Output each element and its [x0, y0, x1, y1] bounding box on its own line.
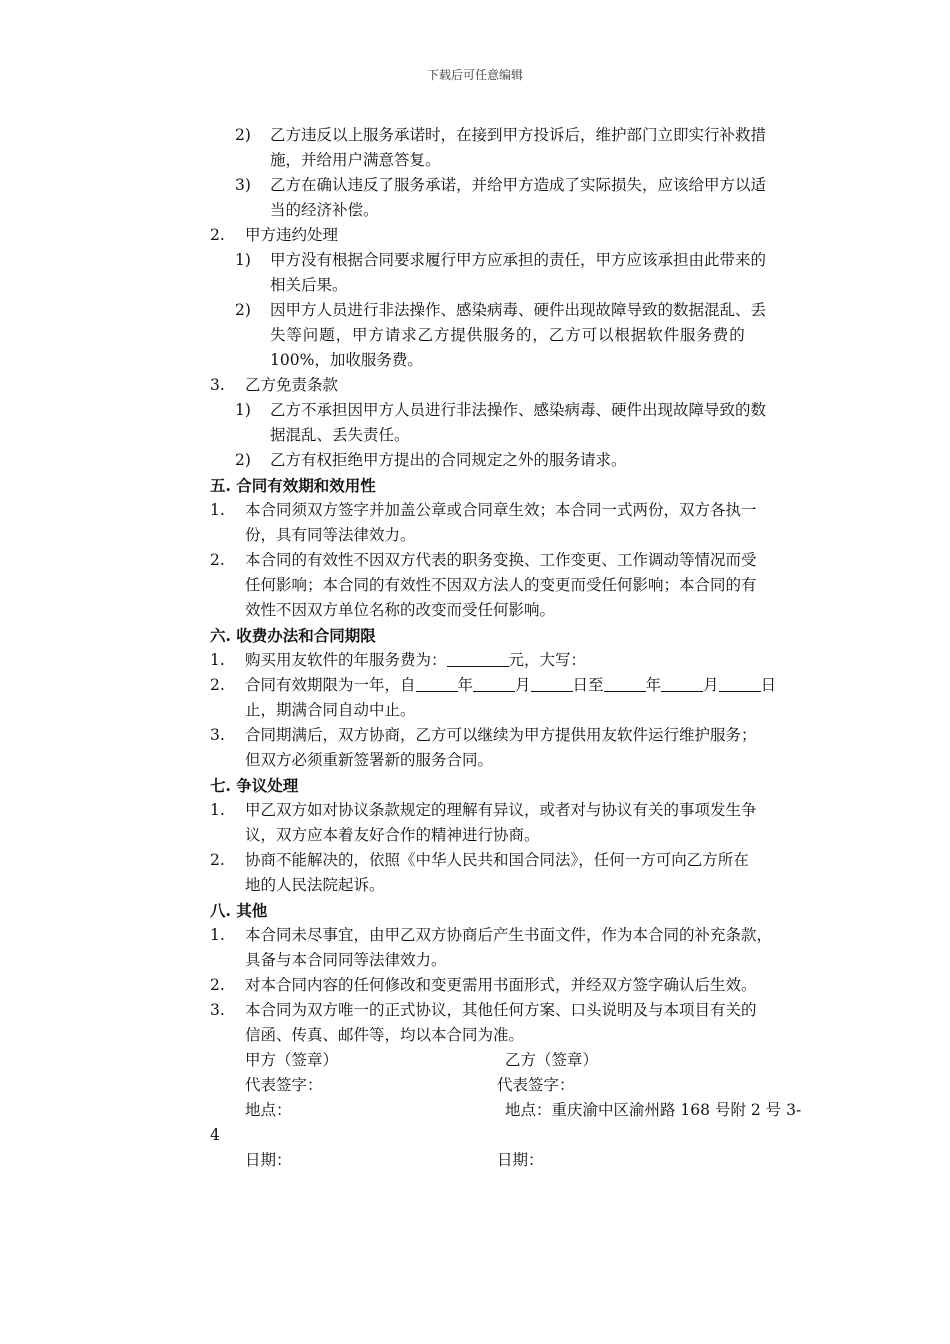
- item-text: 乙方在确认违反了服务承诺，并给甲方造成了实际损失，应该给甲方以适: [270, 176, 767, 194]
- month-label: 月: [703, 676, 719, 694]
- item-text: 本合同未尽事宜，由甲乙双方协商后产生书面文件，作为本合同的补充条款，: [245, 926, 773, 944]
- section-title: 八. 其他: [210, 901, 268, 920]
- list-item: [0, 848, 950, 873]
- list-item-cont: [0, 523, 950, 548]
- list-item: [0, 723, 950, 748]
- list-item: [0, 248, 950, 273]
- party-b-label: 乙方（签章）: [505, 1051, 599, 1069]
- list-item-cont: [0, 198, 950, 223]
- start-day-blank[interactable]: [531, 673, 573, 692]
- list-item-cont: [0, 348, 950, 373]
- list-item-cont: [0, 1023, 950, 1048]
- list-item: [0, 373, 950, 398]
- item-number: 2.: [210, 226, 225, 244]
- list-item-cont: [0, 148, 950, 173]
- item-text: 相关后果。: [270, 276, 348, 294]
- item-text: 止，期满合同自动中止。: [245, 701, 416, 719]
- end-year-blank[interactable]: [604, 673, 646, 692]
- item-text: 份，具有同等法律效力。: [245, 526, 416, 544]
- list-item-cont: [0, 573, 950, 598]
- party-b-rep-label: 代表签字：: [497, 1076, 575, 1094]
- item-number: 2.: [210, 851, 225, 869]
- item-text: 地的人民法院起诉。: [245, 876, 385, 894]
- item-number: 3.: [210, 726, 225, 744]
- item-number: 1.: [210, 926, 225, 944]
- list-item: [0, 223, 950, 248]
- party-a-date-label: 日期：: [245, 1151, 292, 1169]
- item-text: 乙方不承担因甲方人员进行非法操作、感染病毒、硬件出现故障导致的数: [270, 401, 767, 419]
- signature-row: [0, 1098, 950, 1123]
- list-item: [0, 648, 950, 673]
- item-text: 乙方有权拒绝甲方提出的合同规定之外的服务请求。: [270, 451, 627, 469]
- list-item: [0, 673, 950, 698]
- party-a-label: 甲方（签章）: [245, 1051, 339, 1069]
- list-item-cont: [0, 323, 950, 348]
- list-item: [0, 173, 950, 198]
- term-label: 合同有效期限为一年，自: [245, 676, 416, 694]
- month-label: 月: [515, 676, 531, 694]
- item-text: 甲乙双方如对协议条款规定的理解有异议，或者对与协议有关的事项发生争: [245, 801, 757, 819]
- item-number: 3): [235, 176, 251, 194]
- item-number: 2.: [210, 551, 225, 569]
- list-item: [0, 998, 950, 1023]
- party-a-place-label: 地点：: [245, 1101, 292, 1119]
- item-text: 任何影响；本合同的有效性不因双方法人的变更而受任何影响；本合同的有: [245, 576, 757, 594]
- party-b-place-cont: 4: [210, 1126, 220, 1144]
- item-number: 2): [235, 126, 251, 144]
- item-number: 1.: [210, 801, 225, 819]
- term-line: [245, 673, 776, 698]
- item-text: 本合同须双方签字并加盖公章或合同章生效；本合同一式两份，双方各执一: [245, 501, 757, 519]
- item-text: 乙方违反以上服务承诺时，在接到甲方投诉后，维护部门立即实行补救措: [270, 126, 767, 144]
- item-number: 2.: [210, 676, 225, 694]
- item-text: 施，并给用户满意答复。: [270, 151, 441, 169]
- list-item-cont: [0, 873, 950, 898]
- year-label: 年: [645, 676, 662, 694]
- item-number: 3.: [210, 1001, 225, 1019]
- item-text: 失等问题，甲方请求乙方提供服务的，乙方可以根据软件服务费的: [270, 326, 746, 344]
- day-to-label: 日至: [572, 676, 604, 694]
- day-label: 日: [760, 676, 777, 694]
- item-number: 1): [235, 251, 251, 269]
- item-text: 甲方没有根据合同要求履行甲方应承担的责任，甲方应该承担由此带来的: [270, 251, 767, 269]
- item-number: 1): [235, 401, 251, 419]
- item-text: 合同期满后，双方协商，乙方可以继续为甲方提供用友软件运行维护服务；: [245, 726, 757, 744]
- list-item: [0, 548, 950, 573]
- start-year-blank[interactable]: [416, 673, 458, 692]
- list-item-cont: [0, 748, 950, 773]
- section-title: 六. 收费办法和合同期限: [210, 626, 376, 645]
- list-item: [0, 298, 950, 323]
- list-item-cont: [0, 273, 950, 298]
- list-item: [0, 448, 950, 473]
- item-text: 甲方违约处理: [245, 226, 339, 244]
- item-text: 乙方免责条款: [245, 376, 339, 394]
- item-text: 据混乱、丢失责任。: [270, 426, 410, 444]
- list-item: [0, 798, 950, 823]
- list-item: [0, 123, 950, 148]
- fee-label: 购买用友软件的年服务费为：: [245, 651, 447, 669]
- item-text: 效性不因双方单位名称的改变而受任何影响。: [245, 601, 556, 619]
- item-text: 对本合同内容的任何修改和变更需用书面形式，并经双方签字确认后生效。: [245, 976, 757, 994]
- signature-row: [0, 1073, 950, 1098]
- item-number: 2): [235, 301, 251, 319]
- item-number: 2.: [210, 976, 225, 994]
- item-number: 3.: [210, 376, 225, 394]
- fee-line: [245, 648, 586, 673]
- signature-row: [0, 1123, 950, 1148]
- page-header: 下载后可任意编辑: [426, 68, 523, 82]
- item-number: 2): [235, 451, 251, 469]
- item-text: 具备与本合同同等法律效力。: [245, 951, 447, 969]
- item-text: 当的经济补偿。: [270, 201, 379, 219]
- party-b-place: 地点：重庆渝中区渝州路 168 号附 2 号 3-: [505, 1101, 802, 1119]
- item-text: 本合同的有效性不因双方代表的职务变换、工作变更、工作调动等情况而受: [245, 551, 757, 569]
- list-item-cont: [0, 948, 950, 973]
- section-heading: [0, 623, 950, 648]
- list-item-cont: [0, 823, 950, 848]
- list-item: [0, 923, 950, 948]
- party-b-date-label: 日期：: [497, 1151, 544, 1169]
- list-item: [0, 498, 950, 523]
- signature-row: [0, 1148, 950, 1173]
- end-day-blank[interactable]: [719, 673, 761, 692]
- fee-blank[interactable]: [447, 648, 509, 667]
- signature-row: [0, 1048, 950, 1073]
- party-a-rep-label: 代表签字：: [245, 1076, 323, 1094]
- item-text: 但双方必须重新签署新的服务合同。: [245, 751, 494, 769]
- item-number: 1.: [210, 651, 225, 669]
- fee-suffix: 元，大写：: [508, 651, 587, 669]
- list-item-cont: [0, 698, 950, 723]
- list-item-cont: [0, 598, 950, 623]
- start-month-blank[interactable]: [473, 673, 515, 692]
- end-month-blank[interactable]: [661, 673, 703, 692]
- section-title: 七. 争议处理: [210, 776, 299, 795]
- year-label: 年: [457, 676, 474, 694]
- list-item: [0, 973, 950, 998]
- item-number: 1.: [210, 501, 225, 519]
- section-heading: [0, 898, 950, 923]
- section-title: 五. 合同有效期和效用性: [210, 476, 376, 495]
- list-item-cont: [0, 423, 950, 448]
- contract-body: [0, 123, 950, 1173]
- section-heading: [0, 773, 950, 798]
- item-text: 因甲方人员进行非法操作、感染病毒、硬件出现故障导致的数据混乱、丢: [270, 301, 767, 319]
- item-text: 信函、传真、邮件等，均以本合同为准。: [245, 1026, 525, 1044]
- section-heading: [0, 473, 950, 498]
- item-text: 本合同为双方唯一的正式协议，其他任何方案、口头说明及与本项目有关的: [245, 1001, 757, 1019]
- list-item: [0, 398, 950, 423]
- item-text: 议，双方应本着友好合作的精神进行协商。: [245, 826, 540, 844]
- item-text: 协商不能解决的，依照《中华人民共和国合同法》，任何一方可向乙方所在: [245, 851, 749, 869]
- item-text: 100%，加收服务费。: [270, 351, 423, 369]
